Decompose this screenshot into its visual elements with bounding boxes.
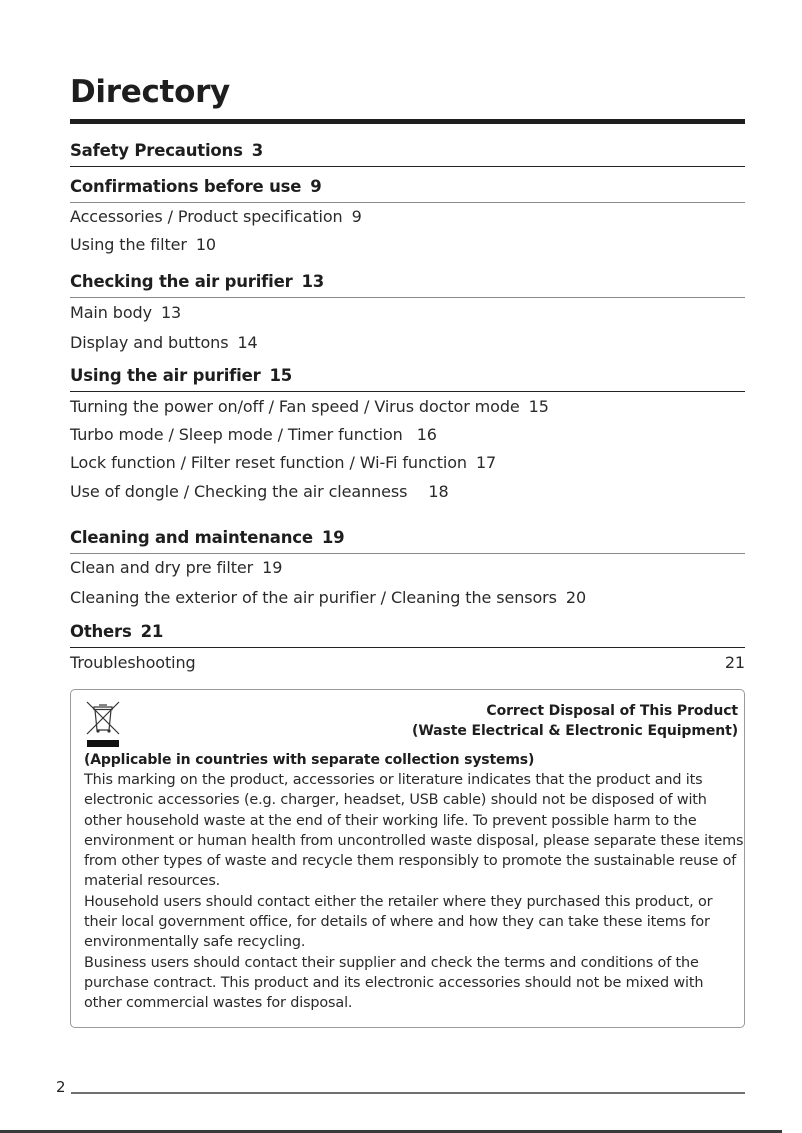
weee-disposal-notice <box>70 689 745 1028</box>
entry-page: 18 <box>428 482 449 501</box>
disposal-paragraph: This marking on the product, accessories or literature indicates that the product and its electronic accessories (e.g. charger, headset, USB cable) should not be disposed of with other household waste at the end of their working life. To prevent possible harm to the environment or human health from uncontrolled waste disposal, please separate these items from other types of waste and recycle them responsibly to promote the sustainable reuse of material resources. <box>84 772 744 890</box>
toc-section-checking-air-purifier[interactable] <box>70 271 745 298</box>
section-title: Using the air purifier <box>70 366 261 385</box>
disposal-title <box>412 701 738 741</box>
entry-page: 21 <box>724 653 745 672</box>
toc-entry[interactable] <box>70 482 745 502</box>
disposal-subtitle: (Applicable in countries with separate collection systems) <box>84 752 535 768</box>
toc-section-using-air-purifier[interactable] <box>70 365 745 392</box>
disposal-body <box>84 770 744 1014</box>
weee-crossed-bin-icon <box>85 700 121 750</box>
entry-page: 10 <box>195 235 217 254</box>
section-page: 21 <box>140 622 164 641</box>
entry-label: Lock function / Filter reset function / Wi-Fi function <box>70 453 467 472</box>
section-title: Checking the air purifier <box>70 272 293 291</box>
entry-label: Use of dongle / Checking the air cleanness <box>70 482 408 501</box>
toc-entry[interactable] <box>70 588 745 608</box>
toc-section-cleaning-maintenance[interactable] <box>70 527 745 554</box>
entry-label: Accessories / Product specification <box>70 207 343 226</box>
section-title: Safety Precautions <box>70 141 243 160</box>
entry-label: Turning the power on/off / Fan speed / Virus doctor mode <box>70 397 520 416</box>
entry-page: 20 <box>565 588 587 607</box>
page-title: Directory <box>70 74 230 110</box>
entry-label: Main body <box>70 303 152 322</box>
section-page: 15 <box>269 366 293 385</box>
section-page: 13 <box>301 272 325 291</box>
entry-page: 15 <box>528 397 549 416</box>
disposal-title-line1: Correct Disposal of This Product <box>486 703 738 719</box>
footer-rule <box>71 1092 745 1094</box>
disposal-title-line2: (Waste Electrical & Electronic Equipment) <box>412 723 738 739</box>
toc-entry[interactable] <box>70 303 745 323</box>
page-number: 2 <box>56 1078 66 1096</box>
entry-label: Troubleshooting <box>70 653 196 672</box>
toc-entry[interactable] <box>70 333 745 353</box>
entry-page: 13 <box>160 303 182 322</box>
entry-label: Using the filter <box>70 235 187 254</box>
toc-entry[interactable] <box>70 207 745 227</box>
entry-label: Cleaning the exterior of the air purifier / Cleaning the sensors <box>70 588 557 607</box>
section-title: Others <box>70 622 132 641</box>
disposal-paragraph: Business users should contact their supplier and check the terms and conditions of the purchase contract. This product and its electronic accessories should not be mixed with other commercial wastes for disposal. <box>84 954 704 1012</box>
entry-label: Turbo mode / Sleep mode / Timer function <box>70 425 403 444</box>
section-title: Confirmations before use <box>70 177 302 196</box>
disposal-paragraph: Household users should contact either the retailer where they purchased this product, or their local government office, for details of where and how they can take these items for environmentally safe recycling. <box>84 893 713 951</box>
section-page: 19 <box>321 528 345 547</box>
toc-entry[interactable] <box>70 425 745 445</box>
toc-section-confirmations[interactable] <box>70 176 745 203</box>
toc-entry[interactable] <box>70 235 745 255</box>
section-page: 9 <box>310 177 322 196</box>
section-page: 3 <box>251 141 263 160</box>
toc-section-safety-precautions[interactable] <box>70 140 745 167</box>
title-rule <box>70 119 745 124</box>
section-title: Cleaning and maintenance <box>70 528 313 547</box>
entry-page: 9 <box>351 207 362 226</box>
entry-page: 14 <box>237 333 258 352</box>
entry-label: Display and buttons <box>70 333 229 352</box>
toc-entry[interactable] <box>70 653 745 673</box>
toc-section-others[interactable] <box>70 621 745 648</box>
entry-page: 17 <box>475 453 497 472</box>
entry-page: 19 <box>262 558 283 577</box>
toc-entry[interactable] <box>70 397 745 417</box>
toc-entry[interactable] <box>70 558 745 578</box>
toc-entry[interactable] <box>70 453 745 473</box>
entry-label: Clean and dry pre filter <box>70 558 254 577</box>
entry-page: 16 <box>416 425 437 444</box>
